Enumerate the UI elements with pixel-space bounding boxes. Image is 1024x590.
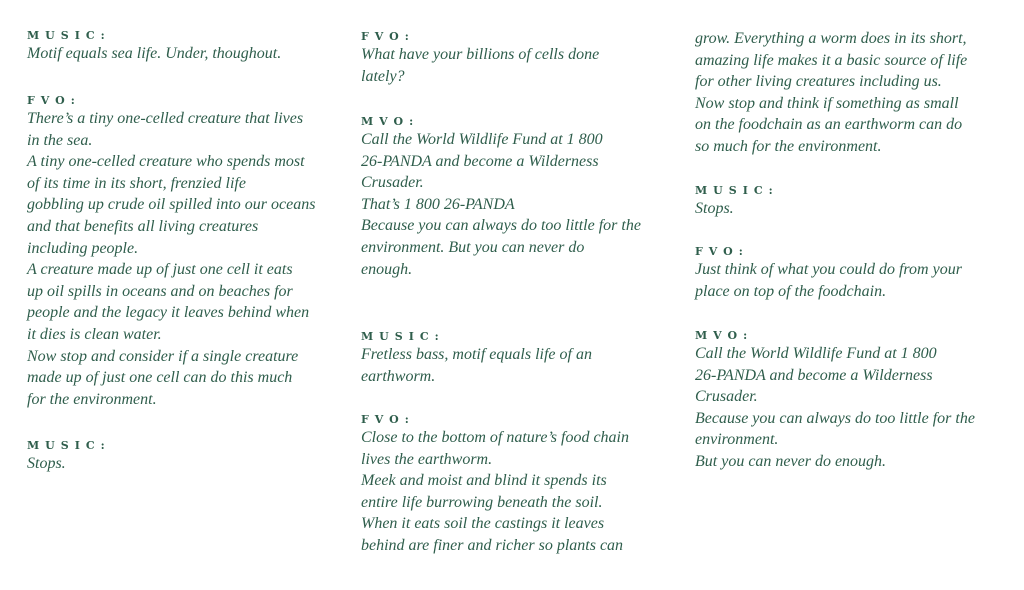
script-line: enough. [361,260,413,278]
script-line: A creature made up of just one cell it eats [27,261,293,279]
script-section [361,413,671,557]
section-heading: FVO: [27,94,81,107]
section-heading: MVO: [361,115,420,128]
section-heading: FVO: [361,30,415,43]
section-heading: MUSIC: [27,439,111,452]
script-line: behind are finer and richer so plants can [361,536,624,554]
script-line: made up of just one cell can do this much [27,369,293,387]
script-line: Call the World Wildlife Fund at 1 800 [361,131,603,148]
script-line: amazing life makes it a basic source of life [695,51,968,69]
script-section [27,439,337,475]
script-section [695,184,1005,220]
script-line: A tiny one-celled creature who spends most [27,153,305,171]
script-line: lately? [361,67,405,85]
script-line: Call the World Wildlife Fund at 1 800 [695,345,937,362]
script-line: it dies is clean water. [27,325,162,343]
script-line: Close to the bottom of nature’s food chain [361,429,629,446]
script-line: place on top of the foodchain. [695,282,887,300]
script-line: Because you can always do too little for the [695,409,975,427]
script-line: Now stop and think if something as small [695,94,959,112]
script-line: There’s a tiny one-celled creature that lives [27,110,304,127]
script-line: What have your billions of cells done [361,46,600,63]
script-line: Crusader. [361,174,424,192]
script-line: including people. [27,239,139,257]
script-section [361,115,671,280]
script-line: Crusader. [695,388,758,406]
script-line: on the foodchain as an earthworm can do [695,116,963,134]
section-heading: MUSIC: [27,29,111,42]
script-line: entire life burrowing beneath the soil. [361,493,603,511]
script-section [361,30,671,87]
script-line: earthworm. [361,367,436,385]
script-line: and that benefits all living creatures [27,217,259,235]
script-line: grow. Everything a worm does in its short, [695,30,967,47]
script-section-continued [695,28,1005,158]
script-line: environment. [695,431,779,449]
section-heading: MUSIC: [361,330,445,343]
script-line: environment. But you can never do [361,238,585,256]
script-line: for the environment. [27,390,157,408]
script-line: so much for the environment. [695,137,882,155]
script-line: lives the earthworm. [361,450,493,468]
section-heading: MUSIC: [695,184,779,197]
script-line: up oil spills in oceans and on beaches for [27,282,293,300]
script-line: Just think of what you could do from your [695,261,962,278]
script-line: 26-PANDA and become a Wilderness [361,152,599,170]
script-line: Stops. [27,455,66,472]
script-line: gobbling up crude oil spilled into our oceans [27,196,316,214]
script-section [361,330,671,387]
section-heading: MVO: [695,329,754,342]
script-line: When it eats soil the castings it leaves [361,515,605,533]
script-line: Because you can always do too little for the [361,217,641,235]
script-line: Fretless bass, motif equals life of an [361,346,592,363]
script-line: for other living creatures including us. [695,73,942,91]
script-line: Motif equals sea life. Under, thoughout. [27,45,282,62]
script-section [27,94,337,410]
script-line: But you can never do enough. [695,452,887,470]
script-line: people and the legacy it leaves behind when [27,304,310,322]
script-line: of its time in its short, frenzied life [27,174,246,192]
script-line: Stops. [695,200,734,217]
script-line: 26-PANDA and become a Wilderness [695,366,933,384]
script-section [27,29,337,65]
script-line: Now stop and consider if a single creature [27,347,299,365]
section-heading: FVO: [695,245,749,258]
script-section [695,245,1005,302]
script-section [695,329,1005,473]
section-heading: FVO: [361,413,415,426]
script-line: Meek and moist and blind it spends its [361,472,607,490]
script-line: in the sea. [27,131,93,149]
script-line: That’s 1 800 26-PANDA [361,195,515,213]
